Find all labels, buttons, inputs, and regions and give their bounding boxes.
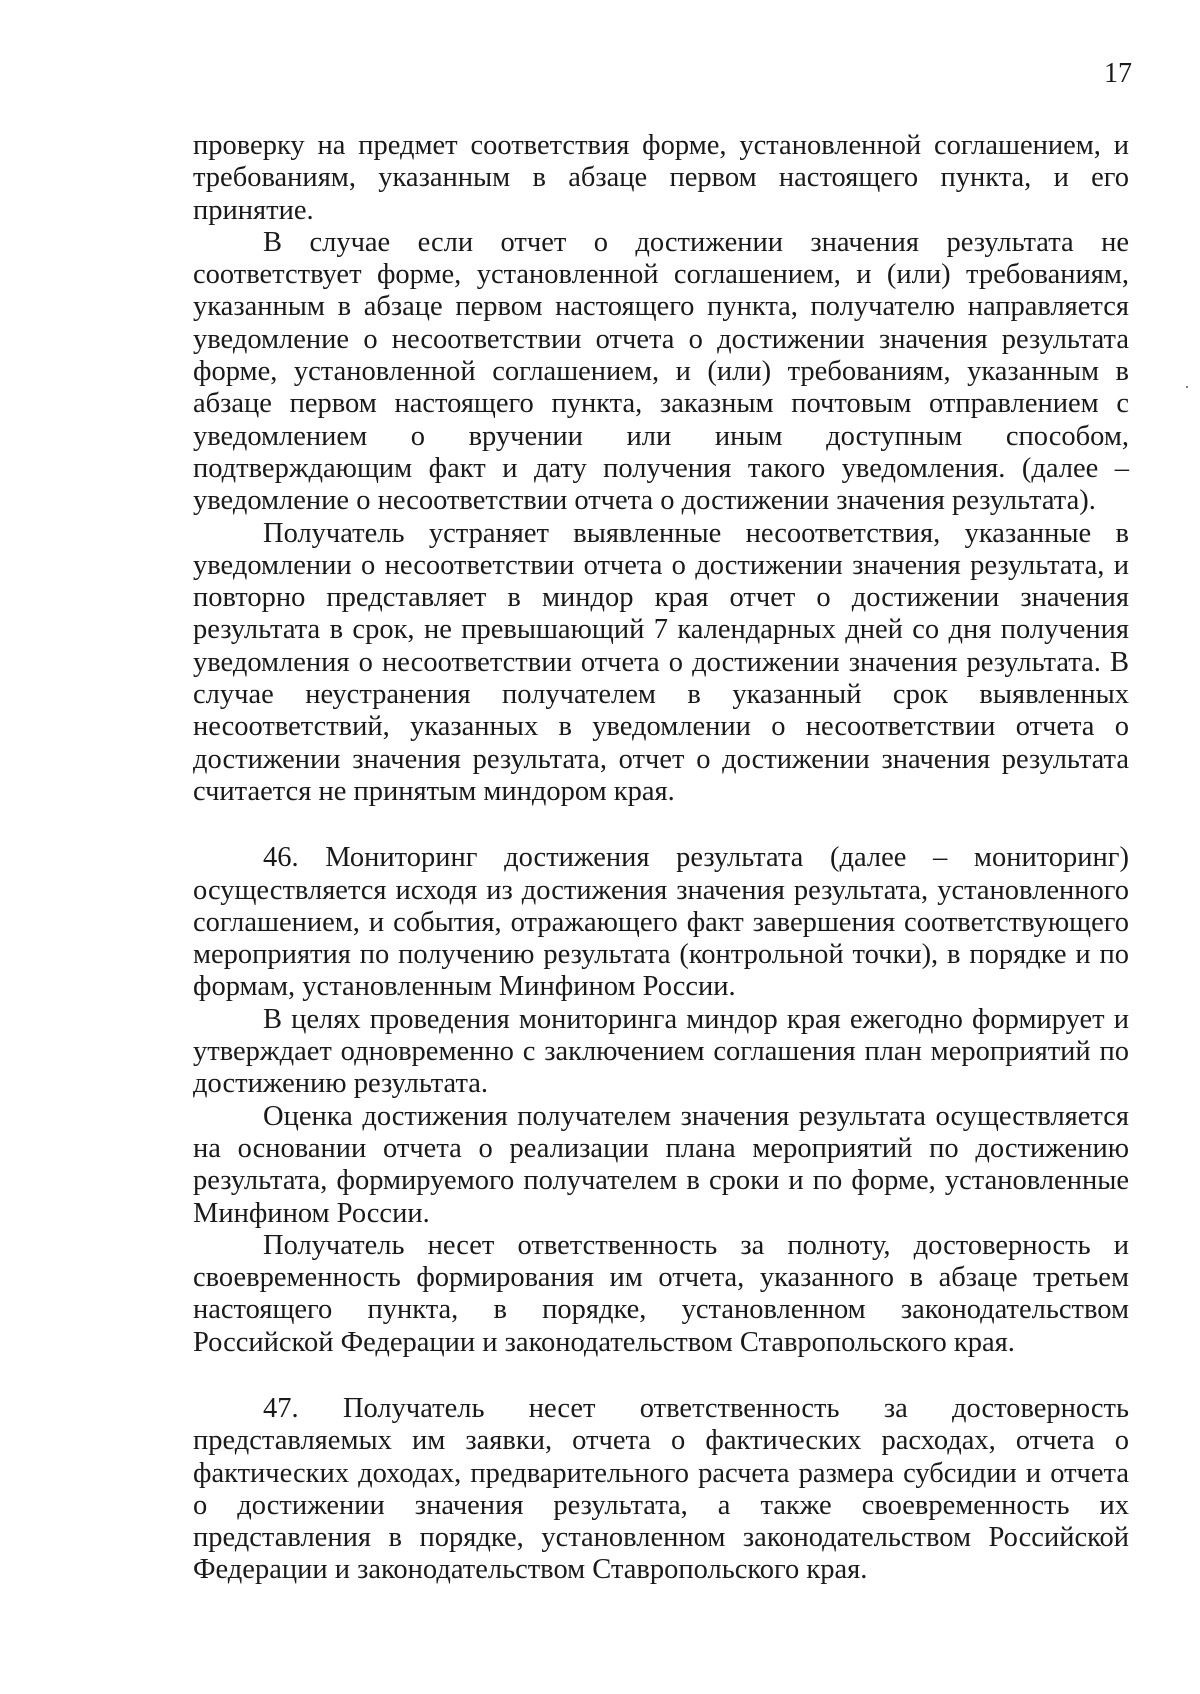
paragraph-noncompliance-notice: В случае если отчет о достижении значения результата не соответствует форме, установленной соглашением, и (или) требованиям, указанным в абзаце первом настоящего пункта, получателю направляется уведомление о несоответствии отчета о достижении значения результата форме, установленной соглашением, и (или) требованиям, указанным в абзаце первом настоящего пункта, заказным почтовым отправлением с уведомлением о вручении или иным доступным способом, подтверждающим факт и дату получения такого уведомления. (далее – уведомление о несоответствии отчета о достижении значения результата). — [193, 226, 1129, 517]
page-number: 17 — [1104, 58, 1132, 89]
paragraph-monitoring-plan: В целях проведения мониторинга миндор края ежегодно формирует и утверждает одновременно с заключением соглашения план мероприятий по достижению результата. — [193, 1003, 1129, 1100]
document-body — [193, 130, 1129, 1587]
paragraph-item-46: 46. Мониторинг достижения результата (далее – мониторинг) осуществляется исходя из достижения значения результата, установленного соглашением, и события, отражающего факт завершения соответствующего мероприятия по получению результата (контрольной точки), в порядке и по формам, установленным Минфином России. — [193, 842, 1129, 1003]
paragraph-responsibility-report: Получатель несет ответственность за полноту, достоверность и своевременность формирования им отчета, указанного в абзаце третьем настоящего пункта, в порядке, установленном законодательством Российской Федерации и законодательством Ставропольского края. — [193, 1229, 1129, 1358]
paragraph-resubmission: Получатель устраняет выявленные несоответствия, указанные в уведомлении о несоответствии отчета о достижении значения результата, и повторно представляет в миндор края отчет о достижении значения результата в срок, не превышающий 7 календарных дней со дня получения уведомления о несоответствии отчета о достижении значения результата. В случае неустранения получателем в указанный срок выявленных несоответствий, указанных в уведомлении о несоответствии отчета о достижении значения результата, отчет о достижении значения результата считается не принятым миндором края. — [193, 517, 1129, 807]
paragraph-assessment: Оценка достижения получателем значения результата осуществляется на основании отчета о реализации плана мероприятий по достижению результата, формируемого получателем в сроки и по форме, установленные Минфином России. — [193, 1100, 1129, 1229]
paragraph-continuation: проверку на предмет соответствия форме, установленной соглашением, и требованиям, указанным в абзаце первом настоящего пункта, и его принятие. — [193, 130, 1129, 226]
scan-speck — [1186, 386, 1188, 388]
paragraph-item-47: 47. Получатель несет ответственность за достоверность представляемых им заявки, отчета о фактических расходах, отчета о фактических доходах, предварительного расчета размера субсидии и отчета о достижении значения результата, а также своевременность их представления в порядке, установленном законодательством Российской Федерации и законодательством Ставропольского края. — [193, 1392, 1129, 1586]
